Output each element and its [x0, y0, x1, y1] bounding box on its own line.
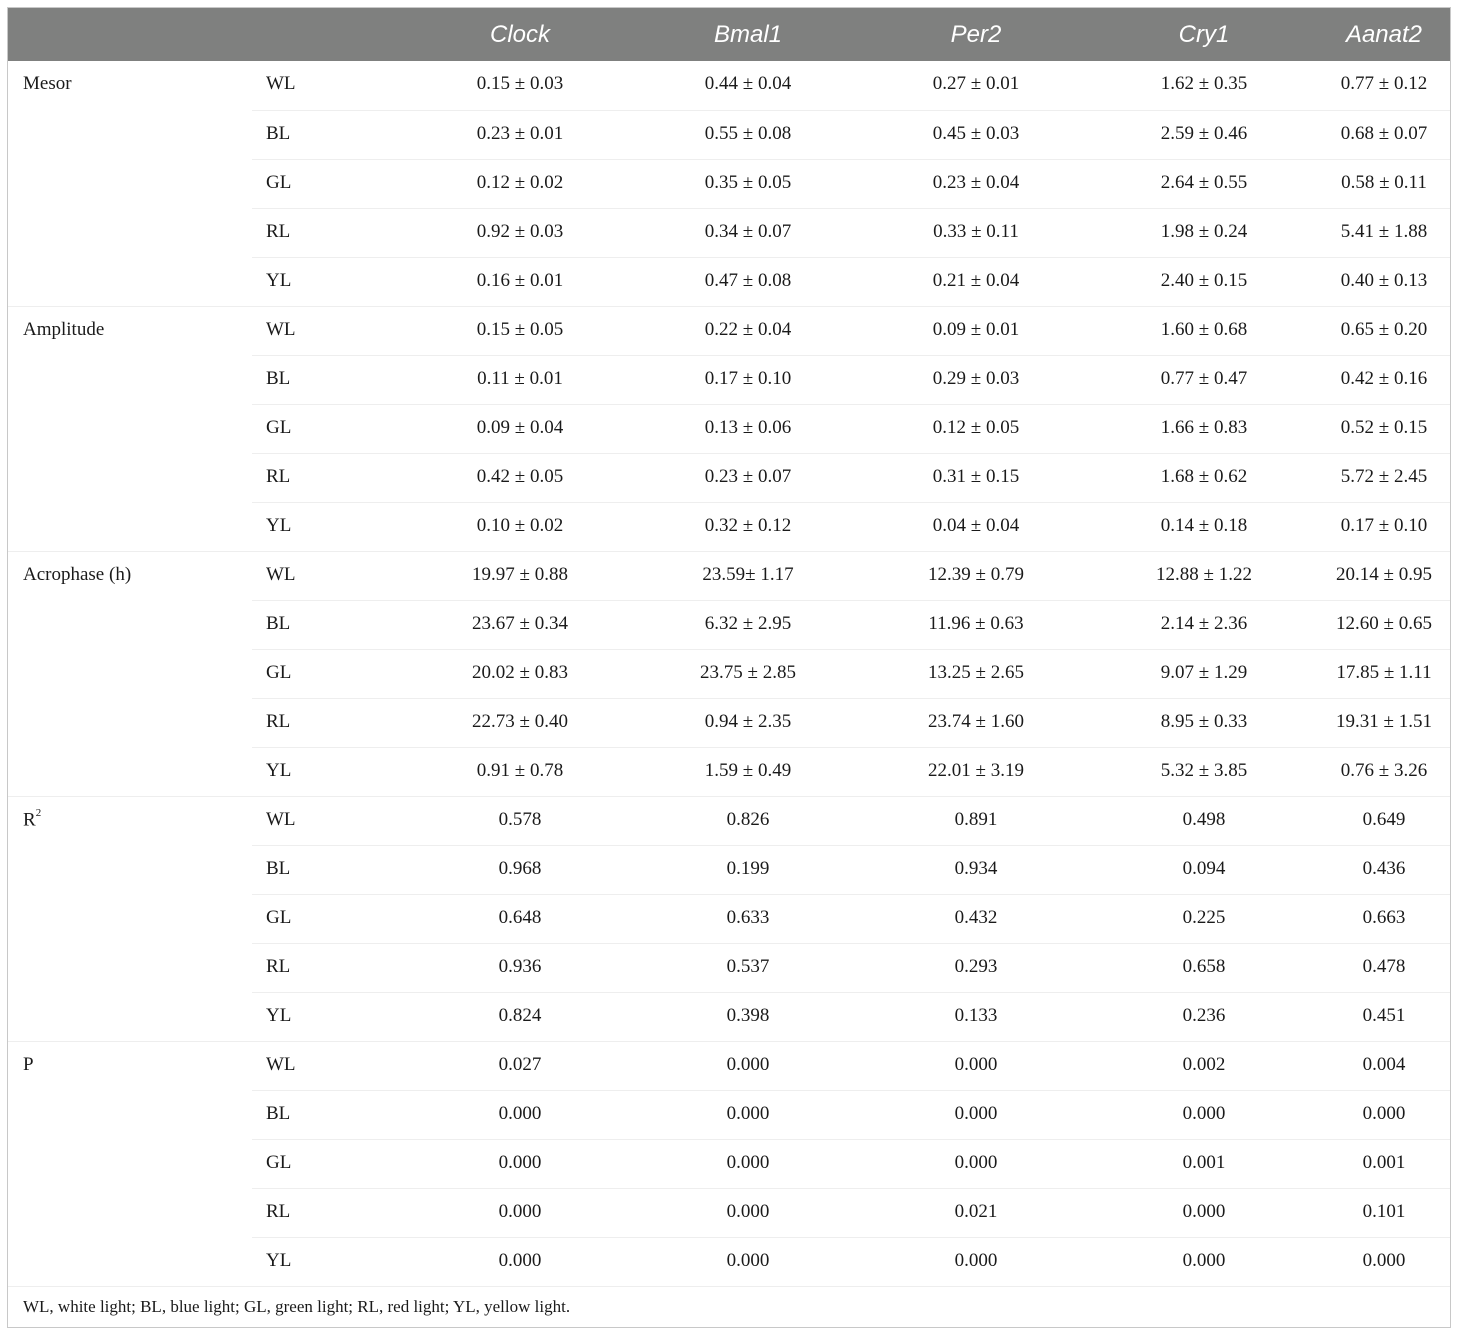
header-cell-param: [8, 8, 252, 61]
value-cell: 5.72 ± 2.45: [1318, 453, 1450, 502]
value-cell: 0.52 ± 0.15: [1318, 404, 1450, 453]
value-cell: 0.17 ± 0.10: [634, 355, 862, 404]
condition-cell: WL: [252, 796, 406, 845]
value-cell: 0.34 ± 0.07: [634, 208, 862, 257]
table-row: [8, 453, 1450, 502]
param-label: Mesor: [23, 73, 72, 94]
value-cell: 9.07 ± 1.29: [1090, 649, 1318, 698]
table-row: [8, 796, 1450, 845]
value-cell: 0.14 ± 0.18: [1090, 502, 1318, 551]
value-cell: 0.17 ± 0.10: [1318, 502, 1450, 551]
table-row: [8, 845, 1450, 894]
table-row: [8, 1188, 1450, 1237]
header-cell-aanat2: Aanat2: [1345, 20, 1423, 48]
value-cell: 20.02 ± 0.83: [406, 649, 634, 698]
param-cell: [8, 698, 252, 747]
condition-cell: GL: [252, 159, 406, 208]
value-cell: 0.16 ± 0.01: [406, 257, 634, 306]
value-cell: 0.09 ± 0.01: [862, 306, 1090, 355]
value-cell: 0.478: [1318, 943, 1450, 992]
value-cell: 0.225: [1090, 894, 1318, 943]
value-cell: 0.92 ± 0.03: [406, 208, 634, 257]
value-cell: 0.002: [1090, 1041, 1318, 1090]
param-superscript: 2: [35, 806, 42, 819]
value-cell: 0.42 ± 0.05: [406, 453, 634, 502]
param-cell: [8, 747, 252, 796]
value-cell: 1.66 ± 0.83: [1090, 404, 1318, 453]
value-cell: 22.73 ± 0.40: [406, 698, 634, 747]
condition-cell: YL: [252, 502, 406, 551]
param-cell: [8, 502, 252, 551]
param-cell: [8, 257, 252, 306]
value-cell: 0.658: [1090, 943, 1318, 992]
value-cell: 1.62 ± 0.35: [1090, 61, 1318, 110]
header-cell-cond: [252, 8, 406, 61]
header-row: [8, 8, 1450, 61]
value-cell: 0.68 ± 0.07: [1318, 110, 1450, 159]
value-cell: 0.199: [634, 845, 862, 894]
param-cell: [8, 1237, 252, 1286]
condition-cell: RL: [252, 698, 406, 747]
value-cell: 0.47 ± 0.08: [634, 257, 862, 306]
value-cell: 0.004: [1318, 1041, 1450, 1090]
table-header: [8, 8, 1450, 61]
value-cell: 0.648: [406, 894, 634, 943]
condition-cell: GL: [252, 1139, 406, 1188]
condition-cell: RL: [252, 453, 406, 502]
header-cell-per2: Per2: [950, 20, 1002, 48]
value-cell: 19.97 ± 0.88: [406, 551, 634, 600]
param-label: P: [23, 1053, 34, 1075]
table-row: [8, 257, 1450, 306]
table-frame: [7, 7, 1451, 1328]
value-cell: 0.000: [406, 1188, 634, 1237]
param-cell: [8, 404, 252, 453]
value-cell: 2.59 ± 0.46: [1090, 110, 1318, 159]
value-cell: 0.824: [406, 992, 634, 1041]
value-cell: 22.01 ± 3.19: [862, 747, 1090, 796]
value-cell: 0.000: [862, 1237, 1090, 1286]
value-cell: 0.32 ± 0.12: [634, 502, 862, 551]
value-cell: 0.31 ± 0.15: [862, 453, 1090, 502]
value-cell: 1.68 ± 0.62: [1090, 453, 1318, 502]
value-cell: 0.000: [406, 1237, 634, 1286]
value-cell: 1.60 ± 0.68: [1090, 306, 1318, 355]
value-cell: 2.14 ± 2.36: [1090, 600, 1318, 649]
condition-cell: YL: [252, 747, 406, 796]
param-cell: [8, 1090, 252, 1139]
value-cell: 0.663: [1318, 894, 1450, 943]
param-cell: [8, 355, 252, 404]
value-cell: 0.27 ± 0.01: [862, 61, 1090, 110]
value-cell: 23.74 ± 1.60: [862, 698, 1090, 747]
value-cell: 0.33 ± 0.11: [862, 208, 1090, 257]
value-cell: 0.000: [1090, 1188, 1318, 1237]
param-cell: [8, 61, 252, 110]
value-cell: 0.04 ± 0.04: [862, 502, 1090, 551]
value-cell: 0.000: [406, 1090, 634, 1139]
value-cell: 20.14 ± 0.95: [1318, 551, 1450, 600]
value-cell: 12.88 ± 1.22: [1090, 551, 1318, 600]
param-cell: [8, 453, 252, 502]
value-cell: 0.23 ± 0.04: [862, 159, 1090, 208]
value-cell: 0.498: [1090, 796, 1318, 845]
param-cell: [8, 551, 252, 600]
value-cell: 0.934: [862, 845, 1090, 894]
value-cell: 5.32 ± 3.85: [1090, 747, 1318, 796]
table-row: [8, 1237, 1450, 1286]
value-cell: 1.98 ± 0.24: [1090, 208, 1318, 257]
table-row: [8, 943, 1450, 992]
param-cell: [8, 796, 252, 845]
table-row: [8, 208, 1450, 257]
value-cell: 0.000: [406, 1139, 634, 1188]
param-cell: [8, 306, 252, 355]
value-cell: 6.32 ± 2.95: [634, 600, 862, 649]
param-label: R: [23, 808, 36, 830]
value-cell: 13.25 ± 2.65: [862, 649, 1090, 698]
value-cell: 23.75 ± 2.85: [634, 649, 862, 698]
value-cell: 19.31 ± 1.51: [1318, 698, 1450, 747]
value-cell: 0.35 ± 0.05: [634, 159, 862, 208]
value-cell: 0.94 ± 2.35: [634, 698, 862, 747]
table-row: [8, 1139, 1450, 1188]
value-cell: 0.649: [1318, 796, 1450, 845]
condition-cell: BL: [252, 110, 406, 159]
table-row: [8, 649, 1450, 698]
table-row: [8, 992, 1450, 1041]
value-cell: 17.85 ± 1.11: [1318, 649, 1450, 698]
table-row: [8, 502, 1450, 551]
header-cell-bmal1: Bmal1: [713, 20, 783, 48]
value-cell: 0.44 ± 0.04: [634, 61, 862, 110]
value-cell: 0.12 ± 0.02: [406, 159, 634, 208]
value-cell: 0.094: [1090, 845, 1318, 894]
value-cell: 0.000: [862, 1090, 1090, 1139]
value-cell: 0.968: [406, 845, 634, 894]
value-cell: 23.59± 1.17: [634, 551, 862, 600]
value-cell: 0.000: [1318, 1090, 1450, 1139]
condition-cell: WL: [252, 306, 406, 355]
value-cell: 0.000: [634, 1041, 862, 1090]
param-cell: [8, 894, 252, 943]
value-cell: 0.936: [406, 943, 634, 992]
param-cell: [8, 1188, 252, 1237]
param-cell: [8, 600, 252, 649]
condition-cell: GL: [252, 404, 406, 453]
value-cell: 0.000: [862, 1041, 1090, 1090]
value-cell: 0.21 ± 0.04: [862, 257, 1090, 306]
value-cell: 0.001: [1090, 1139, 1318, 1188]
condition-cell: RL: [252, 943, 406, 992]
condition-cell: BL: [252, 355, 406, 404]
value-cell: 0.000: [634, 1188, 862, 1237]
table-row: [8, 894, 1450, 943]
param-cell: [8, 943, 252, 992]
value-cell: 0.29 ± 0.03: [862, 355, 1090, 404]
value-cell: 0.91 ± 0.78: [406, 747, 634, 796]
param-cell: [8, 992, 252, 1041]
value-cell: 5.41 ± 1.88: [1318, 208, 1450, 257]
value-cell: 0.23 ± 0.01: [406, 110, 634, 159]
value-cell: 0.10 ± 0.02: [406, 502, 634, 551]
value-cell: 0.15 ± 0.05: [406, 306, 634, 355]
value-cell: 0.77 ± 0.47: [1090, 355, 1318, 404]
value-cell: 0.000: [1090, 1237, 1318, 1286]
value-cell: 0.65 ± 0.20: [1318, 306, 1450, 355]
value-cell: 0.432: [862, 894, 1090, 943]
value-cell: 0.133: [862, 992, 1090, 1041]
table-row: [8, 747, 1450, 796]
value-cell: 0.451: [1318, 992, 1450, 1041]
condition-cell: BL: [252, 1090, 406, 1139]
condition-cell: YL: [252, 257, 406, 306]
value-cell: 2.64 ± 0.55: [1090, 159, 1318, 208]
value-cell: 0.000: [1318, 1237, 1450, 1286]
value-cell: 0.11 ± 0.01: [406, 355, 634, 404]
value-cell: 0.027: [406, 1041, 634, 1090]
table-body: [8, 61, 1450, 1286]
table-row: [8, 110, 1450, 159]
header-cell-cry1: Cry1: [1178, 20, 1230, 48]
value-cell: 0.537: [634, 943, 862, 992]
table-footnote: WL, white light; BL, blue light; GL, green light; RL, red light; YL, yellow light.: [23, 1297, 571, 1316]
param-cell: [8, 649, 252, 698]
param-cell: [8, 110, 252, 159]
value-cell: 2.40 ± 0.15: [1090, 257, 1318, 306]
table-row: [8, 1041, 1450, 1090]
table-row: [8, 159, 1450, 208]
value-cell: 0.826: [634, 796, 862, 845]
value-cell: 0.236: [1090, 992, 1318, 1041]
condition-cell: WL: [252, 551, 406, 600]
condition-cell: BL: [252, 845, 406, 894]
value-cell: 0.13 ± 0.06: [634, 404, 862, 453]
condition-cell: YL: [252, 992, 406, 1041]
table-row: [8, 600, 1450, 649]
value-cell: 0.55 ± 0.08: [634, 110, 862, 159]
value-cell: 0.77 ± 0.12: [1318, 61, 1450, 110]
condition-cell: GL: [252, 894, 406, 943]
value-cell: 0.000: [634, 1139, 862, 1188]
param-cell: [8, 159, 252, 208]
table-row: [8, 551, 1450, 600]
value-cell: 0.09 ± 0.04: [406, 404, 634, 453]
param-label: Amplitude: [23, 318, 105, 340]
condition-cell: RL: [252, 1188, 406, 1237]
condition-cell: GL: [252, 649, 406, 698]
condition-cell: WL: [252, 1041, 406, 1090]
table-row: [8, 61, 1450, 110]
value-cell: 0.891: [862, 796, 1090, 845]
value-cell: 1.59 ± 0.49: [634, 747, 862, 796]
data-table: [8, 8, 1450, 1287]
condition-cell: YL: [252, 1237, 406, 1286]
value-cell: 0.398: [634, 992, 862, 1041]
value-cell: 11.96 ± 0.63: [862, 600, 1090, 649]
value-cell: 8.95 ± 0.33: [1090, 698, 1318, 747]
param-cell: [8, 208, 252, 257]
value-cell: 0.633: [634, 894, 862, 943]
param-cell: [8, 845, 252, 894]
table-row: [8, 698, 1450, 747]
value-cell: 0.76 ± 3.26: [1318, 747, 1450, 796]
value-cell: 0.578: [406, 796, 634, 845]
param-cell: [8, 1139, 252, 1188]
table-row: [8, 1090, 1450, 1139]
value-cell: 0.15 ± 0.03: [406, 61, 634, 110]
param-cell: [8, 1041, 252, 1090]
value-cell: 0.23 ± 0.07: [634, 453, 862, 502]
value-cell: 0.000: [634, 1090, 862, 1139]
value-cell: 0.001: [1318, 1139, 1450, 1188]
param-label: Acrophase (h): [23, 563, 132, 585]
value-cell: 12.60 ± 0.65: [1318, 600, 1450, 649]
table-row: [8, 404, 1450, 453]
value-cell: 12.39 ± 0.79: [862, 551, 1090, 600]
value-cell: 0.436: [1318, 845, 1450, 894]
value-cell: 0.293: [862, 943, 1090, 992]
value-cell: 0.22 ± 0.04: [634, 306, 862, 355]
value-cell: 23.67 ± 0.34: [406, 600, 634, 649]
header-cell-clock: Clock: [489, 20, 550, 48]
value-cell: 0.000: [1090, 1090, 1318, 1139]
value-cell: 0.45 ± 0.03: [862, 110, 1090, 159]
condition-cell: WL: [252, 61, 406, 110]
table-row: [8, 306, 1450, 355]
table-row: [8, 355, 1450, 404]
value-cell: 0.101: [1318, 1188, 1450, 1237]
condition-cell: BL: [252, 600, 406, 649]
condition-cell: RL: [252, 208, 406, 257]
value-cell: 0.021: [862, 1188, 1090, 1237]
value-cell: 0.58 ± 0.11: [1318, 159, 1450, 208]
value-cell: 0.000: [634, 1237, 862, 1286]
value-cell: 0.000: [862, 1139, 1090, 1188]
value-cell: 0.40 ± 0.13: [1318, 257, 1450, 306]
value-cell: 0.42 ± 0.16: [1318, 355, 1450, 404]
value-cell: 0.12 ± 0.05: [862, 404, 1090, 453]
